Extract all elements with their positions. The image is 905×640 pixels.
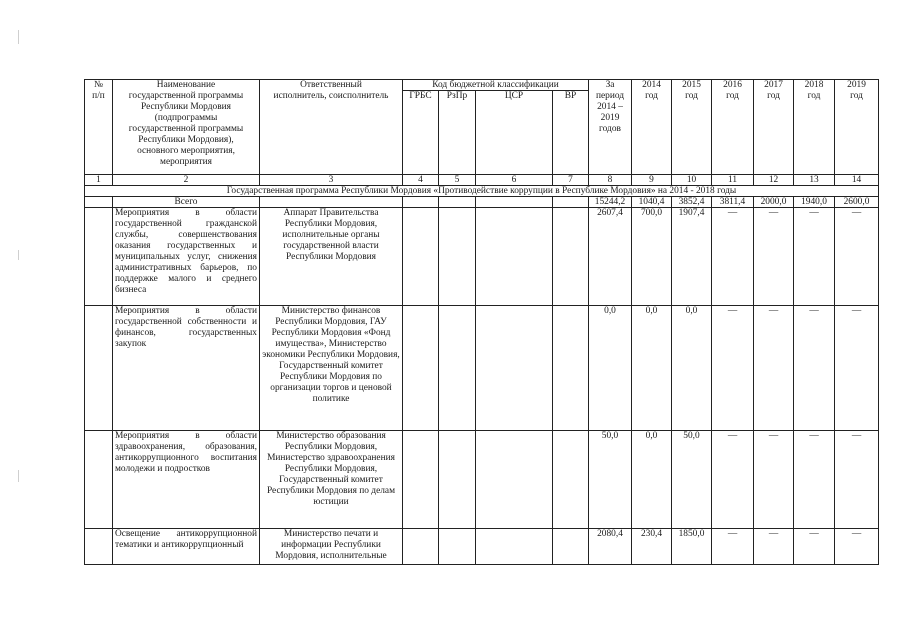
row-num-cell xyxy=(85,208,113,306)
row-2016 xyxy=(712,431,754,529)
row-2018 xyxy=(794,306,835,431)
row-2019 xyxy=(835,529,879,565)
col-number: 14 xyxy=(835,175,879,186)
col-header-2019: 2019 год xyxy=(835,80,879,175)
col-number: 10 xyxy=(672,175,712,186)
total-2019: 2600,0 xyxy=(835,197,879,208)
col-number: 2 xyxy=(113,175,260,186)
row-num-cell xyxy=(85,431,113,529)
col-number: 13 xyxy=(794,175,835,186)
dash-mark xyxy=(837,208,876,219)
col-number: 6 xyxy=(476,175,553,186)
row-2016 xyxy=(712,208,754,306)
dash-mark xyxy=(837,306,876,317)
total-2015: 3852,4 xyxy=(672,197,712,208)
col-header-period: За период 2014 – 2019 годов xyxy=(589,80,632,175)
row-rzpr-cell xyxy=(439,208,476,306)
col-number: 11 xyxy=(712,175,754,186)
row-vr-cell xyxy=(553,529,589,565)
row-name: Освещение антикоррупционной тематики и антикоррупционный xyxy=(113,529,260,565)
column-number-row xyxy=(85,175,879,186)
dash-mark xyxy=(796,529,832,540)
scan-artifact xyxy=(18,470,19,482)
row-period: 2607,4 xyxy=(589,208,632,306)
table-row xyxy=(85,431,879,529)
row-name: Мероприятия в области государственной собственности и финансов, государственных закупок xyxy=(113,306,260,431)
col-number: 1 xyxy=(85,175,113,186)
row-name: Мероприятия в области здравоохранения, образования, антикоррупционного воспитания молодежи и подростков xyxy=(113,431,260,529)
row-2014: 0,0 xyxy=(632,306,672,431)
total-csr-cell xyxy=(476,197,553,208)
col-number: 9 xyxy=(632,175,672,186)
total-row xyxy=(85,197,879,208)
col-header-2015: 2015 год xyxy=(672,80,712,175)
col-header-2017: 2017 год xyxy=(754,80,794,175)
col-number: 3 xyxy=(260,175,403,186)
col-number: 5 xyxy=(439,175,476,186)
col-number: 8 xyxy=(589,175,632,186)
total-2016: 3811,4 xyxy=(712,197,754,208)
row-rzpr-cell xyxy=(439,529,476,565)
dash-mark xyxy=(714,306,751,317)
row-2017 xyxy=(754,529,794,565)
row-2014: 230,4 xyxy=(632,529,672,565)
row-2017 xyxy=(754,306,794,431)
dash-mark xyxy=(756,431,791,442)
row-2019 xyxy=(835,306,879,431)
row-2014: 0,0 xyxy=(632,431,672,529)
row-2017 xyxy=(754,431,794,529)
table-row xyxy=(85,208,879,306)
budget-table xyxy=(84,79,879,565)
total-2014: 1040,4 xyxy=(632,197,672,208)
total-2017: 2000,0 xyxy=(754,197,794,208)
row-2018 xyxy=(794,208,835,306)
col-header-grbs: ГРБС xyxy=(403,91,439,175)
dash-mark xyxy=(756,529,791,540)
total-responsible-cell xyxy=(260,197,403,208)
program-title-row xyxy=(85,186,879,197)
row-csr-cell xyxy=(476,529,553,565)
col-header-code-group: Код бюджетной классификации xyxy=(403,80,589,91)
col-header-2016: 2016 год xyxy=(712,80,754,175)
total-vr-cell xyxy=(553,197,589,208)
col-header-2014: 2014 год xyxy=(632,80,672,175)
row-period: 50,0 xyxy=(589,431,632,529)
row-vr-cell xyxy=(553,208,589,306)
row-vr-cell xyxy=(553,431,589,529)
row-vr-cell xyxy=(553,306,589,431)
row-responsible: Министерство образования Республики Мордовия, Министерство здравоохранения Республики Мордовия, Государственный комитет Республики Мордовия по делам юстиции xyxy=(260,431,403,529)
row-2019 xyxy=(835,208,879,306)
row-grbs-cell xyxy=(403,431,439,529)
col-number: 7 xyxy=(553,175,589,186)
col-header-responsible: Ответственный исполнитель, соисполнитель xyxy=(260,80,403,175)
col-header-rzpr: РзПр xyxy=(439,91,476,175)
col-header-csr: ЦСР xyxy=(476,91,553,175)
table-header-row xyxy=(85,80,879,91)
row-responsible: Аппарат Правительства Республики Мордовия, исполнительные органы государственной власти Республики Мордовия xyxy=(260,208,403,306)
row-2016 xyxy=(712,529,754,565)
row-2015: 1907,4 xyxy=(672,208,712,306)
row-name: Мероприятия в области государственной гражданской службы, совершенствования оказания государственных и муниципальных услуг, снижения административных барьеров, по поддержке малого и среднего бизнеса xyxy=(113,208,260,306)
table-row xyxy=(85,306,879,431)
dash-mark xyxy=(796,306,832,317)
row-period: 0,0 xyxy=(589,306,632,431)
dash-mark xyxy=(796,208,832,219)
row-csr-cell xyxy=(476,431,553,529)
row-grbs-cell xyxy=(403,529,439,565)
col-header-vr: ВР xyxy=(553,91,589,175)
row-num-cell xyxy=(85,529,113,565)
col-header-name: Наименование государственной программы Республики Мордовия (подпрограммы государственной программы Республики Мордовия), основного мероприятия, мероприятия xyxy=(113,80,260,175)
row-grbs-cell xyxy=(403,306,439,431)
scan-artifact xyxy=(18,30,19,44)
row-2015: 1850,0 xyxy=(672,529,712,565)
table-row xyxy=(85,529,879,565)
col-number: 12 xyxy=(754,175,794,186)
total-label: Всего xyxy=(113,197,260,208)
col-number: 4 xyxy=(403,175,439,186)
row-responsible: Министерство печати и информации Республики Мордовия, исполнительные xyxy=(260,529,403,565)
dash-mark xyxy=(837,431,876,442)
row-responsible: Министерство финансов Республики Мордовия, ГАУ Республики Мордовия «Фонд имущества», Министерство экономики Республики Мордовия, Государственный комитет Республики Мордовия по организации торгов и ценовой политике xyxy=(260,306,403,431)
scan-artifact xyxy=(18,250,19,260)
dash-mark xyxy=(756,306,791,317)
total-grbs-cell xyxy=(403,197,439,208)
program-title: Государственная программа Республики Мордовия «Противодействие коррупции в Республике Мордовия» на 2014 - 2018 годы xyxy=(85,186,879,197)
row-2015: 0,0 xyxy=(672,306,712,431)
row-2018 xyxy=(794,529,835,565)
row-rzpr-cell xyxy=(439,306,476,431)
row-2018 xyxy=(794,431,835,529)
col-header-2018: 2018 год xyxy=(794,80,835,175)
dash-mark xyxy=(756,208,791,219)
total-rzpr-cell xyxy=(439,197,476,208)
dash-mark xyxy=(796,431,832,442)
row-csr-cell xyxy=(476,306,553,431)
total-period: 15244,2 xyxy=(589,197,632,208)
col-header-num: № п/п xyxy=(85,80,113,175)
row-2019 xyxy=(835,431,879,529)
row-2014: 700,0 xyxy=(632,208,672,306)
dash-mark xyxy=(714,208,751,219)
row-2016 xyxy=(712,306,754,431)
total-2018: 1940,0 xyxy=(794,197,835,208)
total-num-cell xyxy=(85,197,113,208)
dash-mark xyxy=(837,529,876,540)
dash-mark xyxy=(714,431,751,442)
dash-mark xyxy=(714,529,751,540)
row-2015: 50,0 xyxy=(672,431,712,529)
row-csr-cell xyxy=(476,208,553,306)
row-2017 xyxy=(754,208,794,306)
row-grbs-cell xyxy=(403,208,439,306)
row-rzpr-cell xyxy=(439,431,476,529)
row-period: 2080,4 xyxy=(589,529,632,565)
row-num-cell xyxy=(85,306,113,431)
